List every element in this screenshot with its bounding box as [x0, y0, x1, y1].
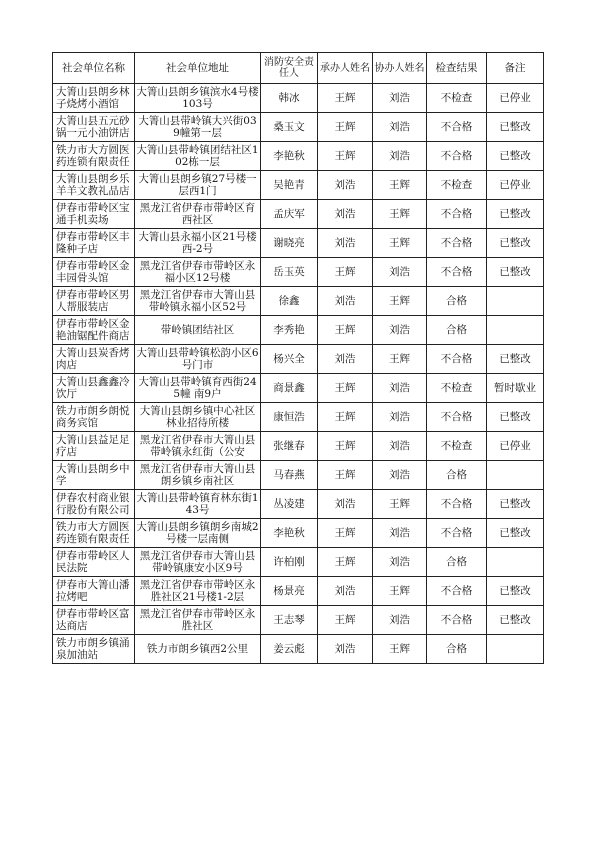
unit-address-cell: 大箐山县朗乡镇中心社区林业招待所楼 [135, 403, 261, 432]
assistant-cell: 刘浩 [373, 606, 427, 635]
unit-address-cell: 黑龙江省伊春市大箐山县带岭镇永福小区52号 [135, 287, 261, 316]
result-cell: 合格 [427, 316, 487, 345]
assistant-cell: 王辉 [373, 287, 427, 316]
unit-address-cell: 黑龙江省伊春市带岭区育西社区 [135, 200, 261, 229]
unit-address-cell: 大箐山县朗乡镇朗乡南城2号楼一层南侧 [135, 519, 261, 548]
responsible-cell: 岳玉英 [261, 258, 318, 287]
handler-cell: 刘浩 [318, 200, 373, 229]
unit-name-cell: 伊春市带岭区宝通手机卖场 [53, 200, 135, 229]
header-unit-address: 社会单位地址 [135, 53, 261, 84]
unit-name-cell: 铁力市大方圆医药连锁有限责任 [53, 519, 135, 548]
responsible-cell: 李秀艳 [261, 316, 318, 345]
unit-name-cell: 伊春市带岭区丰隆种子店 [53, 229, 135, 258]
assistant-cell: 王辉 [373, 200, 427, 229]
responsible-cell: 孟庆军 [261, 200, 318, 229]
responsible-cell: 许柏刚 [261, 548, 318, 577]
responsible-cell: 王志琴 [261, 606, 318, 635]
note-cell: 已整改 [487, 229, 544, 258]
note-cell: 已整改 [487, 142, 544, 171]
handler-cell: 刘浩 [318, 229, 373, 258]
assistant-cell: 王辉 [373, 229, 427, 258]
responsible-cell: 马春燕 [261, 461, 318, 490]
handler-cell: 刘浩 [318, 490, 373, 519]
result-cell: 不检查 [427, 432, 487, 461]
table-row [53, 432, 544, 461]
unit-address-cell: 铁力市朗乡镇西2公里 [135, 635, 261, 664]
table-row [53, 577, 544, 606]
note-cell: 已整改 [487, 606, 544, 635]
assistant-cell: 刘浩 [373, 258, 427, 287]
unit-address-cell: 大箐山县带岭镇育林东街143号 [135, 490, 261, 519]
note-cell [487, 635, 544, 664]
note-cell: 已停业 [487, 432, 544, 461]
assistant-cell: 王辉 [373, 345, 427, 374]
table-row [53, 113, 544, 142]
unit-address-cell: 大箐山县带岭镇育西街245幢 南9户 [135, 374, 261, 403]
unit-address-cell: 大箐山县带岭镇大兴街039幢第一层 [135, 113, 261, 142]
handler-cell: 王辉 [318, 316, 373, 345]
note-cell: 已整改 [487, 200, 544, 229]
responsible-cell: 张继春 [261, 432, 318, 461]
handler-cell: 王辉 [318, 142, 373, 171]
table-row [53, 345, 544, 374]
assistant-cell: 王辉 [373, 490, 427, 519]
table-row [53, 229, 544, 258]
header-handler: 承办人姓名 [318, 53, 373, 84]
assistant-cell: 刘浩 [373, 548, 427, 577]
header-unit-name: 社会单位名称 [53, 53, 135, 84]
result-cell: 合格 [427, 461, 487, 490]
handler-cell: 王辉 [318, 432, 373, 461]
handler-cell: 刘浩 [318, 171, 373, 200]
inspection-table [52, 52, 544, 664]
unit-name-cell: 铁力市朗乡朗悦商务宾馆 [53, 403, 135, 432]
result-cell: 不合格 [427, 577, 487, 606]
unit-name-cell: 大箐山县朗乡林子烧烤小酒馆 [53, 84, 135, 113]
note-cell [487, 461, 544, 490]
assistant-cell: 王辉 [373, 171, 427, 200]
unit-name-cell: 伊春市带岭区人民法院 [53, 548, 135, 577]
unit-name-cell: 铁力市朗乡镇涌泉加油站 [53, 635, 135, 664]
unit-address-cell: 大箐山县带岭镇团结社区102栋一层 [135, 142, 261, 171]
note-cell: 已整改 [487, 490, 544, 519]
assistant-cell: 刘浩 [373, 374, 427, 403]
header-note: 备注 [487, 53, 544, 84]
unit-address-cell: 黑龙江省伊春市大箐山县带岭镇康安小区9号 [135, 548, 261, 577]
unit-address-cell: 黑龙江省伊春市大箐山县朗乡镇乡南社区 [135, 461, 261, 490]
handler-cell: 刘浩 [318, 287, 373, 316]
handler-cell: 刘浩 [318, 635, 373, 664]
assistant-cell: 刘浩 [373, 316, 427, 345]
handler-cell: 王辉 [318, 403, 373, 432]
unit-name-cell: 大箐山县五元砂锅一元小油饼店 [53, 113, 135, 142]
result-cell: 不合格 [427, 229, 487, 258]
handler-cell: 王辉 [318, 258, 373, 287]
table-row [53, 258, 544, 287]
table-row [53, 490, 544, 519]
unit-name-cell: 伊春市带岭区男人帮服装店 [53, 287, 135, 316]
unit-name-cell: 伊春市大箐山潘拉烤吧 [53, 577, 135, 606]
result-cell: 不合格 [427, 345, 487, 374]
note-cell: 已整改 [487, 577, 544, 606]
responsible-cell: 徐鑫 [261, 287, 318, 316]
handler-cell: 王辉 [318, 519, 373, 548]
unit-name-cell: 大箐山县朗乡乐羊羊文教礼品店 [53, 171, 135, 200]
note-cell: 暂时歇业 [487, 374, 544, 403]
note-cell [487, 316, 544, 345]
responsible-cell: 康恒浩 [261, 403, 318, 432]
table-row [53, 461, 544, 490]
assistant-cell: 刘浩 [373, 84, 427, 113]
result-cell: 不合格 [427, 142, 487, 171]
result-cell: 不合格 [427, 113, 487, 142]
responsible-cell: 姜云彪 [261, 635, 318, 664]
table-row [53, 142, 544, 171]
table-body [53, 84, 544, 664]
unit-address-cell: 黑龙江省伊春市带岭区永福小区12号楼 [135, 258, 261, 287]
responsible-cell: 桑玉文 [261, 113, 318, 142]
unit-address-cell: 黑龙江省伊春市带岭区永胜社区 [135, 606, 261, 635]
result-cell: 不合格 [427, 606, 487, 635]
unit-address-cell: 大箐山县朗乡镇滨水4号楼103号 [135, 84, 261, 113]
note-cell [487, 287, 544, 316]
handler-cell: 王辉 [318, 548, 373, 577]
unit-address-cell: 黑龙江省伊春市带岭区永胜社区21号楼1-2层 [135, 577, 261, 606]
result-cell: 合格 [427, 287, 487, 316]
handler-cell: 王辉 [318, 113, 373, 142]
table-row [53, 403, 544, 432]
table-row [53, 374, 544, 403]
unit-address-cell: 黑龙江省伊春市大箐山县带岭镇永红街（公安 [135, 432, 261, 461]
responsible-cell: 杨兴全 [261, 345, 318, 374]
handler-cell: 刘浩 [318, 345, 373, 374]
assistant-cell: 刘浩 [373, 432, 427, 461]
result-cell: 不合格 [427, 258, 487, 287]
assistant-cell: 刘浩 [373, 461, 427, 490]
unit-name-cell: 伊春农村商业银行股份有限公司 [53, 490, 135, 519]
table-row [53, 519, 544, 548]
table-header-row [53, 53, 544, 84]
result-cell: 不检查 [427, 374, 487, 403]
assistant-cell: 刘浩 [373, 403, 427, 432]
assistant-cell: 王辉 [373, 577, 427, 606]
handler-cell: 王辉 [318, 84, 373, 113]
header-assistant: 协办人姓名 [373, 53, 427, 84]
note-cell: 已整改 [487, 403, 544, 432]
unit-name-cell: 大箐山县益足足疗店 [53, 432, 135, 461]
result-cell: 合格 [427, 548, 487, 577]
table-row [53, 171, 544, 200]
table-row [53, 316, 544, 345]
unit-name-cell: 大箐山县鑫鑫冷饮厅 [53, 374, 135, 403]
responsible-cell: 谢晓亮 [261, 229, 318, 258]
unit-name-cell: 伊春市带岭区金艳油锯配件商店 [53, 316, 135, 345]
result-cell: 合格 [427, 635, 487, 664]
note-cell: 已整改 [487, 519, 544, 548]
assistant-cell: 刘浩 [373, 142, 427, 171]
table-row [53, 606, 544, 635]
assistant-cell: 王辉 [373, 635, 427, 664]
result-cell: 不合格 [427, 519, 487, 548]
table-row [53, 635, 544, 664]
handler-cell: 王辉 [318, 461, 373, 490]
assistant-cell: 刘浩 [373, 519, 427, 548]
responsible-cell: 李艳秋 [261, 142, 318, 171]
table-row [53, 200, 544, 229]
unit-address-cell: 大箐山县带岭镇松韵小区6号门市 [135, 345, 261, 374]
result-cell: 不合格 [427, 403, 487, 432]
note-cell [487, 548, 544, 577]
responsible-cell: 杨景亮 [261, 577, 318, 606]
note-cell: 已整改 [487, 113, 544, 142]
table-row [53, 287, 544, 316]
unit-name-cell: 伊春市带岭区富达商店 [53, 606, 135, 635]
header-fire-safety-responsible: 消防安全责任人 [261, 53, 318, 84]
result-cell: 不合格 [427, 490, 487, 519]
result-cell: 不合格 [427, 200, 487, 229]
note-cell: 已停业 [487, 171, 544, 200]
table-row [53, 84, 544, 113]
assistant-cell: 刘浩 [373, 113, 427, 142]
unit-name-cell: 大箐山县朗乡中学 [53, 461, 135, 490]
note-cell: 已整改 [487, 258, 544, 287]
unit-address-cell: 大箐山县朗乡镇27号楼一层西1门 [135, 171, 261, 200]
result-cell: 不检查 [427, 171, 487, 200]
note-cell: 已停业 [487, 84, 544, 113]
unit-name-cell: 伊春市带岭区金丰园骨头馆 [53, 258, 135, 287]
responsible-cell: 商景鑫 [261, 374, 318, 403]
table-row [53, 548, 544, 577]
handler-cell: 王辉 [318, 606, 373, 635]
responsible-cell: 韩冰 [261, 84, 318, 113]
unit-address-cell: 带岭镇团结社区 [135, 316, 261, 345]
result-cell: 不检查 [427, 84, 487, 113]
note-cell: 已整改 [487, 345, 544, 374]
unit-name-cell: 大箐山县炭香烤肉店 [53, 345, 135, 374]
unit-name-cell: 铁力市大方圆医药连锁有限责任 [53, 142, 135, 171]
header-inspection-result: 检查结果 [427, 53, 487, 84]
handler-cell: 刘浩 [318, 577, 373, 606]
unit-address-cell: 大箐山县永福小区21号楼西-2号 [135, 229, 261, 258]
responsible-cell: 李艳秋 [261, 519, 318, 548]
handler-cell: 王辉 [318, 374, 373, 403]
responsible-cell: 吴艳青 [261, 171, 318, 200]
responsible-cell: 丛凌建 [261, 490, 318, 519]
